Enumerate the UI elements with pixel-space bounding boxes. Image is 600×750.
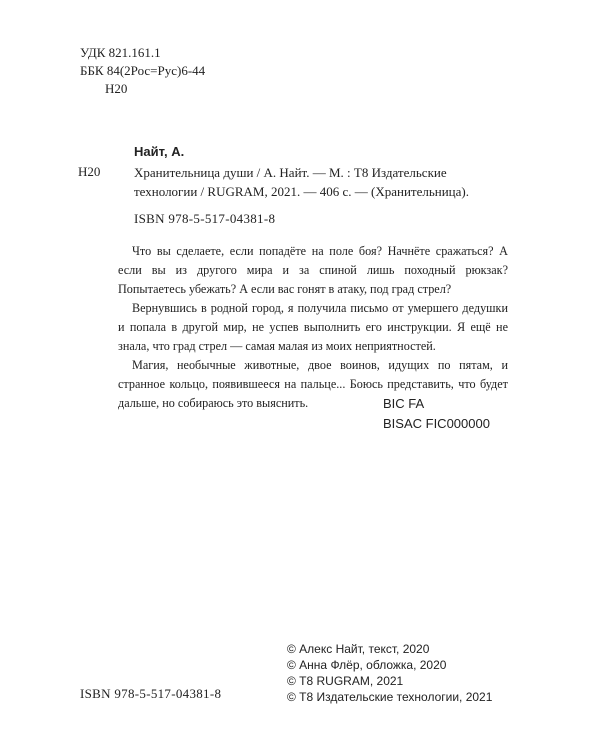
annotation-paragraph-2: Вернувшись в родной город, я получила письмо от умершего дедушки и попала в другой мир, не успев выполнить его инструкции. Я ещё не знала, что град стрел — самая малая из моих неприятностей. xyxy=(118,301,508,353)
copyright-line: © Алекс Найт, текст, 2020 xyxy=(287,642,430,656)
udk-code: УДК 821.161.1 xyxy=(80,45,161,60)
isbn-footer: ISBN 978-5-517-04381-8 xyxy=(80,686,222,701)
subject-codes xyxy=(383,394,490,434)
copyright-line: © Анна Флёр, обложка, 2020 xyxy=(287,658,447,672)
annotation-paragraph-3: Магия, необычные животные, двое воинов, идущих по пятам, и странное кольцо, появившееся на пальце... Боюсь представить, что будет дальше, но собираюсь это выяснить. xyxy=(118,358,508,410)
record-author-mark: Н20 xyxy=(78,164,101,179)
bic-code: BIC FA xyxy=(383,396,425,411)
bibliographic-line-2: технологии / RUGRAM, 2021. — 406 с. — (Хранительница). xyxy=(134,184,469,199)
author-mark: Н20 xyxy=(105,81,128,96)
bibliographic-description xyxy=(134,163,514,201)
bisac-code: BISAC FIC000000 xyxy=(383,416,490,431)
copyright-block xyxy=(287,641,492,705)
author-name: Найт, А. xyxy=(134,144,185,159)
annotation-paragraph-1: Что вы сделаете, если попадёте на поле боя? Начнёте сражаться? А если вы из другого мира и за спиной лишь походный рюкзак? Попытаетесь убежать? А если вас гонят в атаку, под град стрел? xyxy=(118,244,508,296)
bbk-code: ББК 84(2Рос=Рус)6-44 xyxy=(80,63,206,78)
copyright-line: © Т8 Издательские технологии, 2021 xyxy=(287,690,493,704)
isbn-record: ISBN 978-5-517-04381-8 xyxy=(134,211,276,226)
annotation xyxy=(118,242,508,413)
copyright-line: © Т8 RUGRAM, 2021 xyxy=(287,674,404,688)
bibliographic-line-1: Хранительница души / А. Найт. — М. : Т8 Издательские xyxy=(134,165,447,180)
